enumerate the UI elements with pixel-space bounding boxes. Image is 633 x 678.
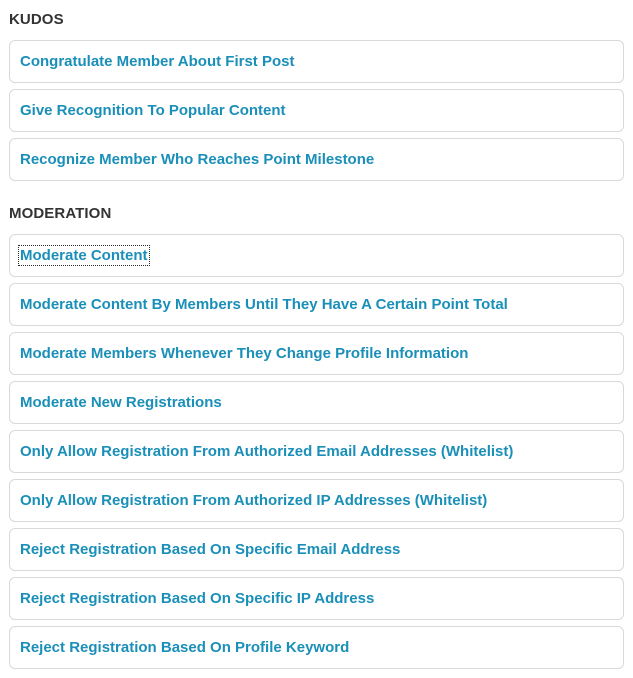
list-item-reject-ip[interactable]	[9, 577, 624, 620]
list-item-email-whitelist[interactable]	[9, 430, 624, 473]
list-item-congratulate-first-post[interactable]	[9, 40, 624, 83]
item-link[interactable]: Reject Registration Based On Profile Keyword	[20, 639, 350, 656]
item-link[interactable]: Only Allow Registration From Authorized Email Addresses (Whitelist)	[20, 443, 514, 460]
list-item-reject-profile-keyword[interactable]	[9, 626, 624, 669]
section-title-kudos: KUDOS	[9, 11, 64, 28]
item-link[interactable]: Only Allow Registration From Authorized IP Addresses (Whitelist)	[20, 492, 488, 509]
list-item-moderate-profile-change[interactable]	[9, 332, 624, 375]
item-link[interactable]: Moderate Content	[20, 247, 148, 264]
item-link[interactable]: Moderate Content By Members Until They Have A Certain Point Total	[20, 296, 508, 313]
item-link[interactable]: Reject Registration Based On Specific IP Address	[20, 590, 375, 607]
list-item-recognize-popular-content[interactable]	[9, 89, 624, 132]
item-link[interactable]: Recognize Member Who Reaches Point Milestone	[20, 151, 375, 168]
list-item-moderate-new-registrations[interactable]	[9, 381, 624, 424]
item-link[interactable]: Moderate Members Whenever They Change Profile Information	[20, 345, 469, 362]
list-item-recognize-point-milestone[interactable]	[9, 138, 624, 181]
item-link[interactable]: Give Recognition To Popular Content	[20, 102, 286, 119]
item-link[interactable]: Moderate New Registrations	[20, 394, 222, 411]
list-item-reject-email[interactable]	[9, 528, 624, 571]
list-item-ip-whitelist[interactable]	[9, 479, 624, 522]
list-item-moderate-until-point-total[interactable]	[9, 283, 624, 326]
item-link[interactable]: Congratulate Member About First Post	[20, 53, 295, 70]
list-item-moderate-content[interactable]	[9, 234, 624, 277]
section-title-moderation: MODERATION	[9, 205, 112, 222]
item-link[interactable]: Reject Registration Based On Specific Email Address	[20, 541, 401, 558]
